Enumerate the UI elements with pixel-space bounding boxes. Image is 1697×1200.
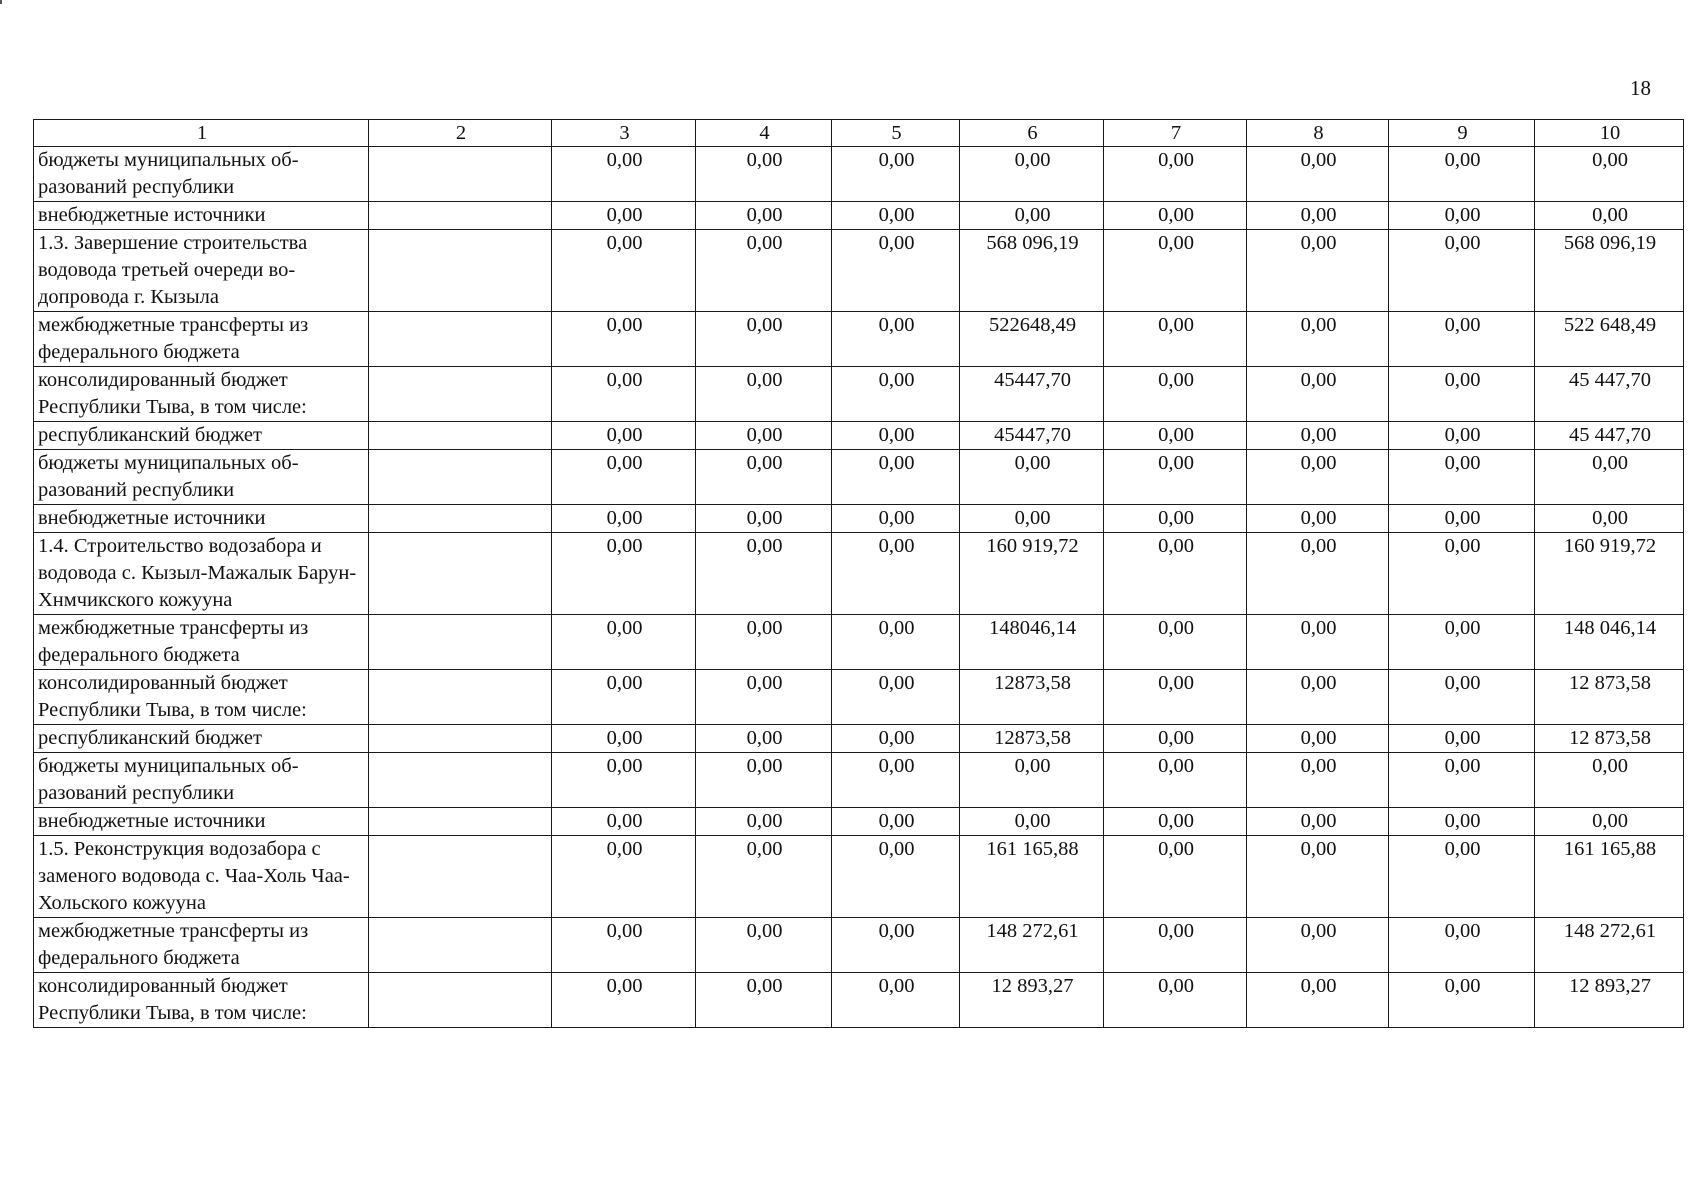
value-cell: 0,00 [1247, 670, 1389, 725]
value-cell: 0,00 [696, 202, 832, 230]
value-cell: 0,00 [832, 312, 960, 367]
value-cell: 0,00 [1104, 147, 1247, 202]
row-col2-cell [369, 202, 552, 230]
value-cell: 0,00 [1247, 836, 1389, 918]
header-cell: 3 [552, 120, 696, 147]
value-cell: 0,00 [832, 973, 960, 1028]
value-cell: 0,00 [832, 367, 960, 422]
value-cell: 0,00 [1247, 422, 1389, 450]
row-label: межбюджетные трансферты из федерального бюджета [34, 312, 369, 367]
value-cell: 0,00 [552, 422, 696, 450]
page-number: 18 [1630, 76, 1651, 100]
value-cell: 0,00 [1389, 422, 1535, 450]
value-cell: 0,00 [696, 808, 832, 836]
value-cell: 0,00 [1247, 753, 1389, 808]
value-cell: 0,00 [832, 422, 960, 450]
table-row [34, 450, 1684, 505]
row-col2-cell [369, 808, 552, 836]
value-cell: 148 272,61 [1535, 918, 1684, 973]
value-cell: 0,00 [1389, 533, 1535, 615]
value-cell: 0,00 [960, 450, 1104, 505]
value-cell: 0,00 [1104, 670, 1247, 725]
value-cell: 0,00 [1104, 422, 1247, 450]
row-label: внебюджетные источники [34, 202, 369, 230]
header-cell: 2 [369, 120, 552, 147]
row-label: 1.5. Реконструкция водозабора с заменого водовода с. Чаа-Холь Чаа-Хольского кожууна [34, 836, 369, 918]
value-cell: 0,00 [832, 725, 960, 753]
table-row [34, 918, 1684, 973]
value-cell: 0,00 [1104, 615, 1247, 670]
value-cell: 45 447,70 [1535, 422, 1684, 450]
value-cell: 0,00 [1389, 505, 1535, 533]
value-cell: 0,00 [696, 450, 832, 505]
value-cell: 160 919,72 [960, 533, 1104, 615]
table-row [34, 808, 1684, 836]
value-cell: 0,00 [1389, 202, 1535, 230]
table-header-row [34, 120, 1684, 147]
budget-table [33, 119, 1684, 1028]
value-cell: 0,00 [1247, 533, 1389, 615]
value-cell: 0,00 [696, 918, 832, 973]
value-cell: 0,00 [1247, 230, 1389, 312]
value-cell: 0,00 [1535, 147, 1684, 202]
value-cell: 568 096,19 [1535, 230, 1684, 312]
value-cell: 0,00 [1247, 918, 1389, 973]
row-label: внебюджетные источники [34, 505, 369, 533]
value-cell: 0,00 [1535, 505, 1684, 533]
row-label: внебюджетные источники [34, 808, 369, 836]
row-col2-cell [369, 450, 552, 505]
header-cell: 4 [696, 120, 832, 147]
value-cell: 148046,14 [960, 615, 1104, 670]
table-row [34, 725, 1684, 753]
table-row [34, 422, 1684, 450]
table-row [34, 533, 1684, 615]
value-cell: 0,00 [1535, 450, 1684, 505]
header-cell: 5 [832, 120, 960, 147]
table-row [34, 753, 1684, 808]
value-cell: 0,00 [832, 505, 960, 533]
value-cell: 0,00 [1247, 615, 1389, 670]
value-cell: 0,00 [552, 312, 696, 367]
value-cell: 0,00 [832, 230, 960, 312]
row-label: консолидированный бюджет Республики Тыва, в том числе: [34, 367, 369, 422]
value-cell: 0,00 [832, 202, 960, 230]
value-cell: 0,00 [1389, 367, 1535, 422]
value-cell: 0,00 [552, 230, 696, 312]
header-cell: 8 [1247, 120, 1389, 147]
value-cell: 0,00 [960, 202, 1104, 230]
value-cell: 0,00 [552, 973, 696, 1028]
value-cell: 0,00 [1247, 367, 1389, 422]
row-label: 1.4. Строительство водозабора и водовода с. Кызыл-Мажалык Барун-Хнмчикского кожууна [34, 533, 369, 615]
table-row [34, 367, 1684, 422]
value-cell: 0,00 [1389, 670, 1535, 725]
row-col2-cell [369, 367, 552, 422]
value-cell: 0,00 [1535, 753, 1684, 808]
table-row [34, 147, 1684, 202]
value-cell: 522 648,49 [1535, 312, 1684, 367]
value-cell: 0,00 [832, 147, 960, 202]
value-cell: 0,00 [832, 533, 960, 615]
value-cell: 0,00 [1389, 808, 1535, 836]
value-cell: 0,00 [696, 505, 832, 533]
value-cell: 12873,58 [960, 725, 1104, 753]
value-cell: 0,00 [832, 808, 960, 836]
value-cell: 0,00 [1535, 202, 1684, 230]
table-row [34, 505, 1684, 533]
value-cell: 12 873,58 [1535, 670, 1684, 725]
row-label: 1.3. Завершение строительства водовода третьей очереди во-допровода г. Кызыла [34, 230, 369, 312]
value-cell: 0,00 [552, 836, 696, 918]
value-cell: 0,00 [1247, 450, 1389, 505]
value-cell: 0,00 [1389, 230, 1535, 312]
value-cell: 0,00 [552, 450, 696, 505]
value-cell: 0,00 [1104, 725, 1247, 753]
value-cell: 0,00 [552, 753, 696, 808]
value-cell: 0,00 [696, 753, 832, 808]
value-cell: 0,00 [552, 147, 696, 202]
row-col2-cell [369, 615, 552, 670]
row-col2-cell [369, 918, 552, 973]
value-cell: 45 447,70 [1535, 367, 1684, 422]
value-cell: 0,00 [552, 918, 696, 973]
value-cell: 0,00 [552, 367, 696, 422]
value-cell: 0,00 [1104, 230, 1247, 312]
value-cell: 0,00 [1389, 753, 1535, 808]
row-label: республиканский бюджет [34, 422, 369, 450]
value-cell: 568 096,19 [960, 230, 1104, 312]
row-label: межбюджетные трансферты из федерального бюджета [34, 918, 369, 973]
value-cell: 12 873,58 [1535, 725, 1684, 753]
value-cell: 0,00 [696, 836, 832, 918]
value-cell: 0,00 [696, 230, 832, 312]
value-cell: 0,00 [1104, 312, 1247, 367]
value-cell: 160 919,72 [1535, 533, 1684, 615]
value-cell: 0,00 [832, 753, 960, 808]
value-cell: 161 165,88 [960, 836, 1104, 918]
value-cell: 0,00 [552, 202, 696, 230]
value-cell: 0,00 [1104, 450, 1247, 505]
value-cell: 12 893,27 [1535, 973, 1684, 1028]
value-cell: 0,00 [1104, 836, 1247, 918]
value-cell: 0,00 [696, 367, 832, 422]
value-cell: 0,00 [552, 808, 696, 836]
value-cell: 45447,70 [960, 422, 1104, 450]
value-cell: 0,00 [1247, 147, 1389, 202]
value-cell: 0,00 [696, 422, 832, 450]
value-cell: 12873,58 [960, 670, 1104, 725]
value-cell: 0,00 [1389, 973, 1535, 1028]
value-cell: 0,00 [832, 450, 960, 505]
value-cell: 0,00 [960, 753, 1104, 808]
table-row [34, 230, 1684, 312]
header-cell: 7 [1104, 120, 1247, 147]
value-cell: 0,00 [1104, 505, 1247, 533]
value-cell: 0,00 [696, 670, 832, 725]
row-col2-cell [369, 670, 552, 725]
row-col2-cell [369, 753, 552, 808]
value-cell: 161 165,88 [1535, 836, 1684, 918]
row-label: бюджеты муниципальных об-разований республики [34, 147, 369, 202]
row-label: консолидированный бюджет Республики Тыва, в том числе: [34, 973, 369, 1028]
value-cell: 0,00 [1389, 450, 1535, 505]
value-cell: 0,00 [552, 505, 696, 533]
value-cell: 0,00 [696, 533, 832, 615]
value-cell: 0,00 [960, 147, 1104, 202]
value-cell: 0,00 [1389, 725, 1535, 753]
value-cell: 0,00 [1104, 808, 1247, 836]
value-cell: 0,00 [552, 615, 696, 670]
row-col2-cell [369, 973, 552, 1028]
value-cell: 0,00 [1104, 918, 1247, 973]
value-cell: 0,00 [1104, 367, 1247, 422]
value-cell: 0,00 [1247, 505, 1389, 533]
row-label: межбюджетные трансферты из федерального бюджета [34, 615, 369, 670]
value-cell: 0,00 [552, 533, 696, 615]
row-col2-cell [369, 312, 552, 367]
value-cell: 0,00 [1247, 312, 1389, 367]
header-cell: 6 [960, 120, 1104, 147]
value-cell: 148 046,14 [1535, 615, 1684, 670]
table-row [34, 202, 1684, 230]
value-cell: 0,00 [696, 973, 832, 1028]
value-cell: 0,00 [832, 836, 960, 918]
table-row [34, 973, 1684, 1028]
value-cell: 0,00 [1389, 312, 1535, 367]
row-label: консолидированный бюджет Республики Тыва, в том числе: [34, 670, 369, 725]
value-cell: 522648,49 [960, 312, 1104, 367]
value-cell: 0,00 [1247, 202, 1389, 230]
value-cell: 0,00 [1247, 808, 1389, 836]
value-cell: 0,00 [1104, 753, 1247, 808]
row-label: бюджеты муниципальных об-разований республики [34, 450, 369, 505]
value-cell: 0,00 [1104, 533, 1247, 615]
value-cell: 0,00 [1389, 918, 1535, 973]
value-cell: 0,00 [832, 670, 960, 725]
scan-mark [0, 0, 2, 4]
value-cell: 0,00 [696, 147, 832, 202]
value-cell: 0,00 [1104, 202, 1247, 230]
row-col2-cell [369, 505, 552, 533]
table-row [34, 615, 1684, 670]
header-cell: 1 [34, 120, 369, 147]
value-cell: 148 272,61 [960, 918, 1104, 973]
row-col2-cell [369, 230, 552, 312]
table-row [34, 312, 1684, 367]
value-cell: 0,00 [1389, 615, 1535, 670]
row-col2-cell [369, 725, 552, 753]
value-cell: 0,00 [1104, 973, 1247, 1028]
row-label: бюджеты муниципальных об-разований республики [34, 753, 369, 808]
header-cell: 9 [1389, 120, 1535, 147]
row-col2-cell [369, 147, 552, 202]
table-row [34, 836, 1684, 918]
value-cell: 0,00 [1389, 147, 1535, 202]
value-cell: 0,00 [1535, 808, 1684, 836]
value-cell: 0,00 [960, 808, 1104, 836]
value-cell: 0,00 [696, 615, 832, 670]
value-cell: 12 893,27 [960, 973, 1104, 1028]
value-cell: 0,00 [1247, 725, 1389, 753]
value-cell: 45447,70 [960, 367, 1104, 422]
value-cell: 0,00 [1389, 836, 1535, 918]
header-cell: 10 [1535, 120, 1684, 147]
value-cell: 0,00 [696, 725, 832, 753]
value-cell: 0,00 [696, 312, 832, 367]
value-cell: 0,00 [832, 615, 960, 670]
value-cell: 0,00 [832, 918, 960, 973]
row-col2-cell [369, 836, 552, 918]
value-cell: 0,00 [552, 670, 696, 725]
table-row [34, 670, 1684, 725]
value-cell: 0,00 [960, 505, 1104, 533]
row-label: республиканский бюджет [34, 725, 369, 753]
value-cell: 0,00 [552, 725, 696, 753]
row-col2-cell [369, 422, 552, 450]
value-cell: 0,00 [1247, 973, 1389, 1028]
row-col2-cell [369, 533, 552, 615]
